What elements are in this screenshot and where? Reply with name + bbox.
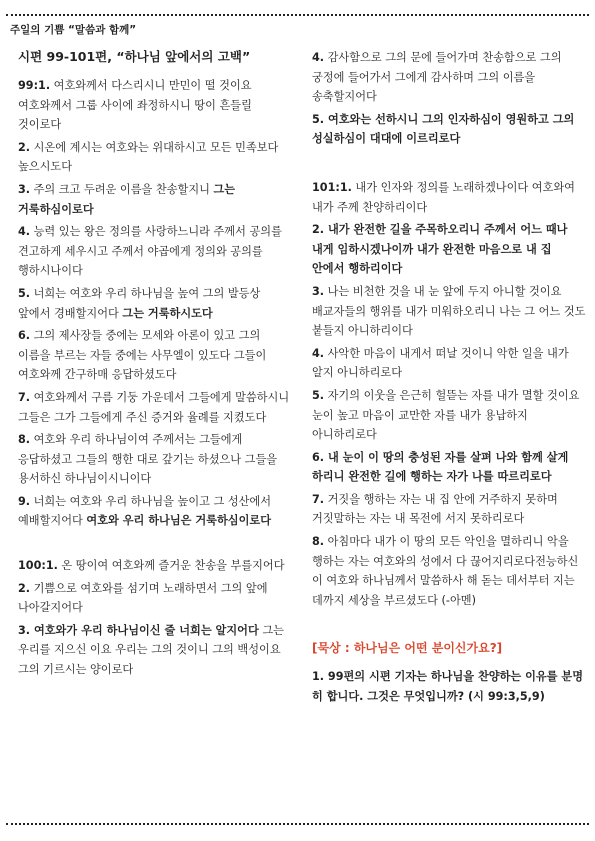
bottom-divider xyxy=(6,823,589,825)
spacer xyxy=(312,152,587,178)
top-divider xyxy=(6,14,589,16)
verse xyxy=(18,388,293,427)
verse xyxy=(18,556,293,576)
verse-text: 사악한 마음이 내게서 떠날 것이니 악한 일을 내가 알지 아니하리로다 xyxy=(312,346,569,380)
verse-number: 9. xyxy=(18,494,31,508)
verse-number: 7. xyxy=(18,390,31,404)
verse-text: 거짓을 행하는 자는 내 집 안에 거주하지 못하며 거짓말하는 자는 내 목전에 서지 못하리로다 xyxy=(312,492,558,526)
verse-number: 4. xyxy=(312,51,325,64)
verse-number: 6. xyxy=(18,329,31,343)
verse-number: 5. xyxy=(18,286,31,300)
verse xyxy=(18,492,293,531)
verse-emphasis: 여호와는 선하시니 그의 인자하심이 영원하고 그의 성실하심이 대대에 이르리로다 xyxy=(312,112,575,146)
verse-text: 기쁨으로 여호와를 섬기며 노래하면서 그의 앞에 나아갈지어다 xyxy=(18,581,268,615)
verse-text: 그는 우리를 지으신 이요 우리는 그의 것이니 그의 백성이요 그의 기르시는 양이로다 xyxy=(18,623,284,677)
verse-text: 너희는 여호와 우리 하나님을 높이고 그 성산에서 예배할지어다 xyxy=(18,494,272,528)
verse-text: 여호와 우리 하나님이여 주께서는 그들에게 응답하셨고 그들의 행한 대로 갚기는 하셨으나 그들을 용서하신 하나님이시니이다 xyxy=(18,433,278,486)
verse-text: 아침마다 내가 이 땅의 모든 악인을 멸하리니 악을 행하는 자는 여호와의 성에서 다 끊어지리로다전능하신 이 여호와 하나님께서 말씀하사 해 돋는 데서부터 지는 데까지 세상을 부르셨도다 (-아멘) xyxy=(312,535,579,607)
verse-emphasis: 그는 거룩하시도다 xyxy=(122,306,213,320)
verse-number: 3. xyxy=(312,284,325,298)
verse-text: 온 땅이여 여호와께 즐거운 찬송을 부를지어다 xyxy=(57,559,285,573)
verse-number: 8. xyxy=(18,433,31,447)
verse xyxy=(312,178,587,217)
verse-number: 100:1. xyxy=(18,559,58,573)
verse-text: 시온에 계시는 여호와는 위대하시고 모든 민족보다 높으시도다 xyxy=(18,140,279,174)
verse xyxy=(18,621,293,680)
verse-text: 감사함으로 그의 문에 들어가며 찬송함으로 그의 궁정에 들어가서 그에게 감사하며 그의 이름을 송축할지어다 xyxy=(312,51,562,104)
verse-text: 자기의 이웃을 은근히 헐뜯는 자를 내가 멸할 것이요 눈이 높고 마음이 교만한 자를 내가 용납하지 아니하리로다 xyxy=(312,388,580,442)
psalm-100-verses xyxy=(18,556,293,680)
verse xyxy=(18,222,293,281)
right-column xyxy=(312,48,587,706)
header-tag: 주일의 기쁨 “말씀과 함께” xyxy=(10,24,137,36)
spacer xyxy=(18,534,293,556)
psalm-100-verses-continued xyxy=(312,48,587,149)
verse xyxy=(18,284,293,323)
verse-number: 3. xyxy=(18,182,31,196)
verse xyxy=(18,76,293,135)
verse-number: 2. xyxy=(312,223,325,237)
verse-number: 99:1. xyxy=(18,79,51,92)
verse xyxy=(312,282,587,341)
verse-number: 4. xyxy=(312,346,325,360)
verse xyxy=(18,180,293,219)
verse xyxy=(312,220,587,279)
verse-number: 5. xyxy=(312,388,325,402)
psalm-101-verses xyxy=(312,178,587,610)
verse xyxy=(312,448,587,487)
verse-text: 여호와께서 다스리시니 만민이 떨 것이요 여호와께서 그룹 사이에 좌정하시니 땅이 흔들릴 것이로다 xyxy=(18,79,252,132)
verse-number: 4. xyxy=(18,225,31,239)
verse xyxy=(312,48,587,107)
page-title: 시편 99-101편, “하나님 앞에서의 고백” xyxy=(18,49,251,64)
verse xyxy=(18,138,293,177)
verse xyxy=(312,386,587,445)
verse-emphasis: 여호와 우리 하나님은 거룩하심이로다 xyxy=(86,514,272,528)
meditation-heading: [묵상 : 하나님은 어떤 분이신가요?] xyxy=(312,641,503,656)
verse xyxy=(312,532,587,610)
spacer xyxy=(312,613,587,639)
verse-text: 나는 비천한 것을 내 눈 앞에 두지 아니할 것이요 배교자들의 행위를 내가 미워하오리니 나는 그 어느 것도 붙들지 아니하리이다 xyxy=(312,284,586,338)
verse-number: 6. xyxy=(312,450,325,464)
verse xyxy=(312,490,587,529)
verse xyxy=(312,344,587,383)
verse-number: 7. xyxy=(312,492,325,506)
verse-number: 2. xyxy=(18,581,31,595)
verse xyxy=(312,110,587,149)
left-column xyxy=(18,48,293,683)
verse xyxy=(18,430,293,489)
psalm-99-verses xyxy=(18,76,293,531)
verse-text: 능력 있는 왕은 정의를 사랑하느니라 주께서 공의를 견고하게 세우시고 주께서 야곱에게 정의와 공의를 행하시나이다 xyxy=(18,225,282,278)
verse-text: 내가 인자와 정의를 노래하겠나이다 여호와여 내가 주께 찬양하리이다 xyxy=(312,180,575,214)
verse-text: 그의 제사장들 중에는 모세와 아론이 있고 그의 이름을 부르는 자들 중에는 사무엘이 있도다 그들이 여호와께 간구하매 응답하셨도다 xyxy=(18,329,267,382)
verse-number: 8. xyxy=(312,535,325,549)
verse-number: 2. xyxy=(18,140,31,154)
verse xyxy=(18,326,293,385)
verse-number: 101:1. xyxy=(312,180,352,194)
verse-number: 3. xyxy=(18,623,31,637)
verse-text: 여호와께서 구름 기둥 가운데서 그들에게 말씀하시니 그들은 그가 그들에게 주신 증거와 율례를 지켰도다 xyxy=(18,390,290,424)
verse-emphasis: 내가 완전한 길을 주목하오리니 주께서 어느 때나 내게 임하시겠나이까 내가 완전한 마음으로 내 집 안에서 행하리이다 xyxy=(312,223,568,276)
verse-emphasis: 내 눈이 이 땅의 충성된 자를 살펴 나와 함께 살게 하리니 완전한 길에 행하는 자가 나를 따르리로다 xyxy=(312,450,569,484)
verse-text: 너희는 여호와 우리 하나님을 높여 그의 발등상 앞에서 경배할지어다 xyxy=(18,286,261,320)
verse-number: 5. xyxy=(312,112,325,126)
meditation-question: 1. 99편의 시편 기자는 하나님을 찬양하는 이유를 분명히 합니다. 그것은 무엇입니까? (시 99:3,5,9) xyxy=(312,670,584,703)
verse-emphasis: 여호와가 우리 하나님이신 줄 너희는 알지어다 xyxy=(30,623,259,637)
verse-emphasis: 그는 거룩하심이로다 xyxy=(18,182,236,216)
verse-text: 주의 크고 두려운 이름을 찬송할지니 xyxy=(30,182,214,196)
verse xyxy=(18,579,293,618)
